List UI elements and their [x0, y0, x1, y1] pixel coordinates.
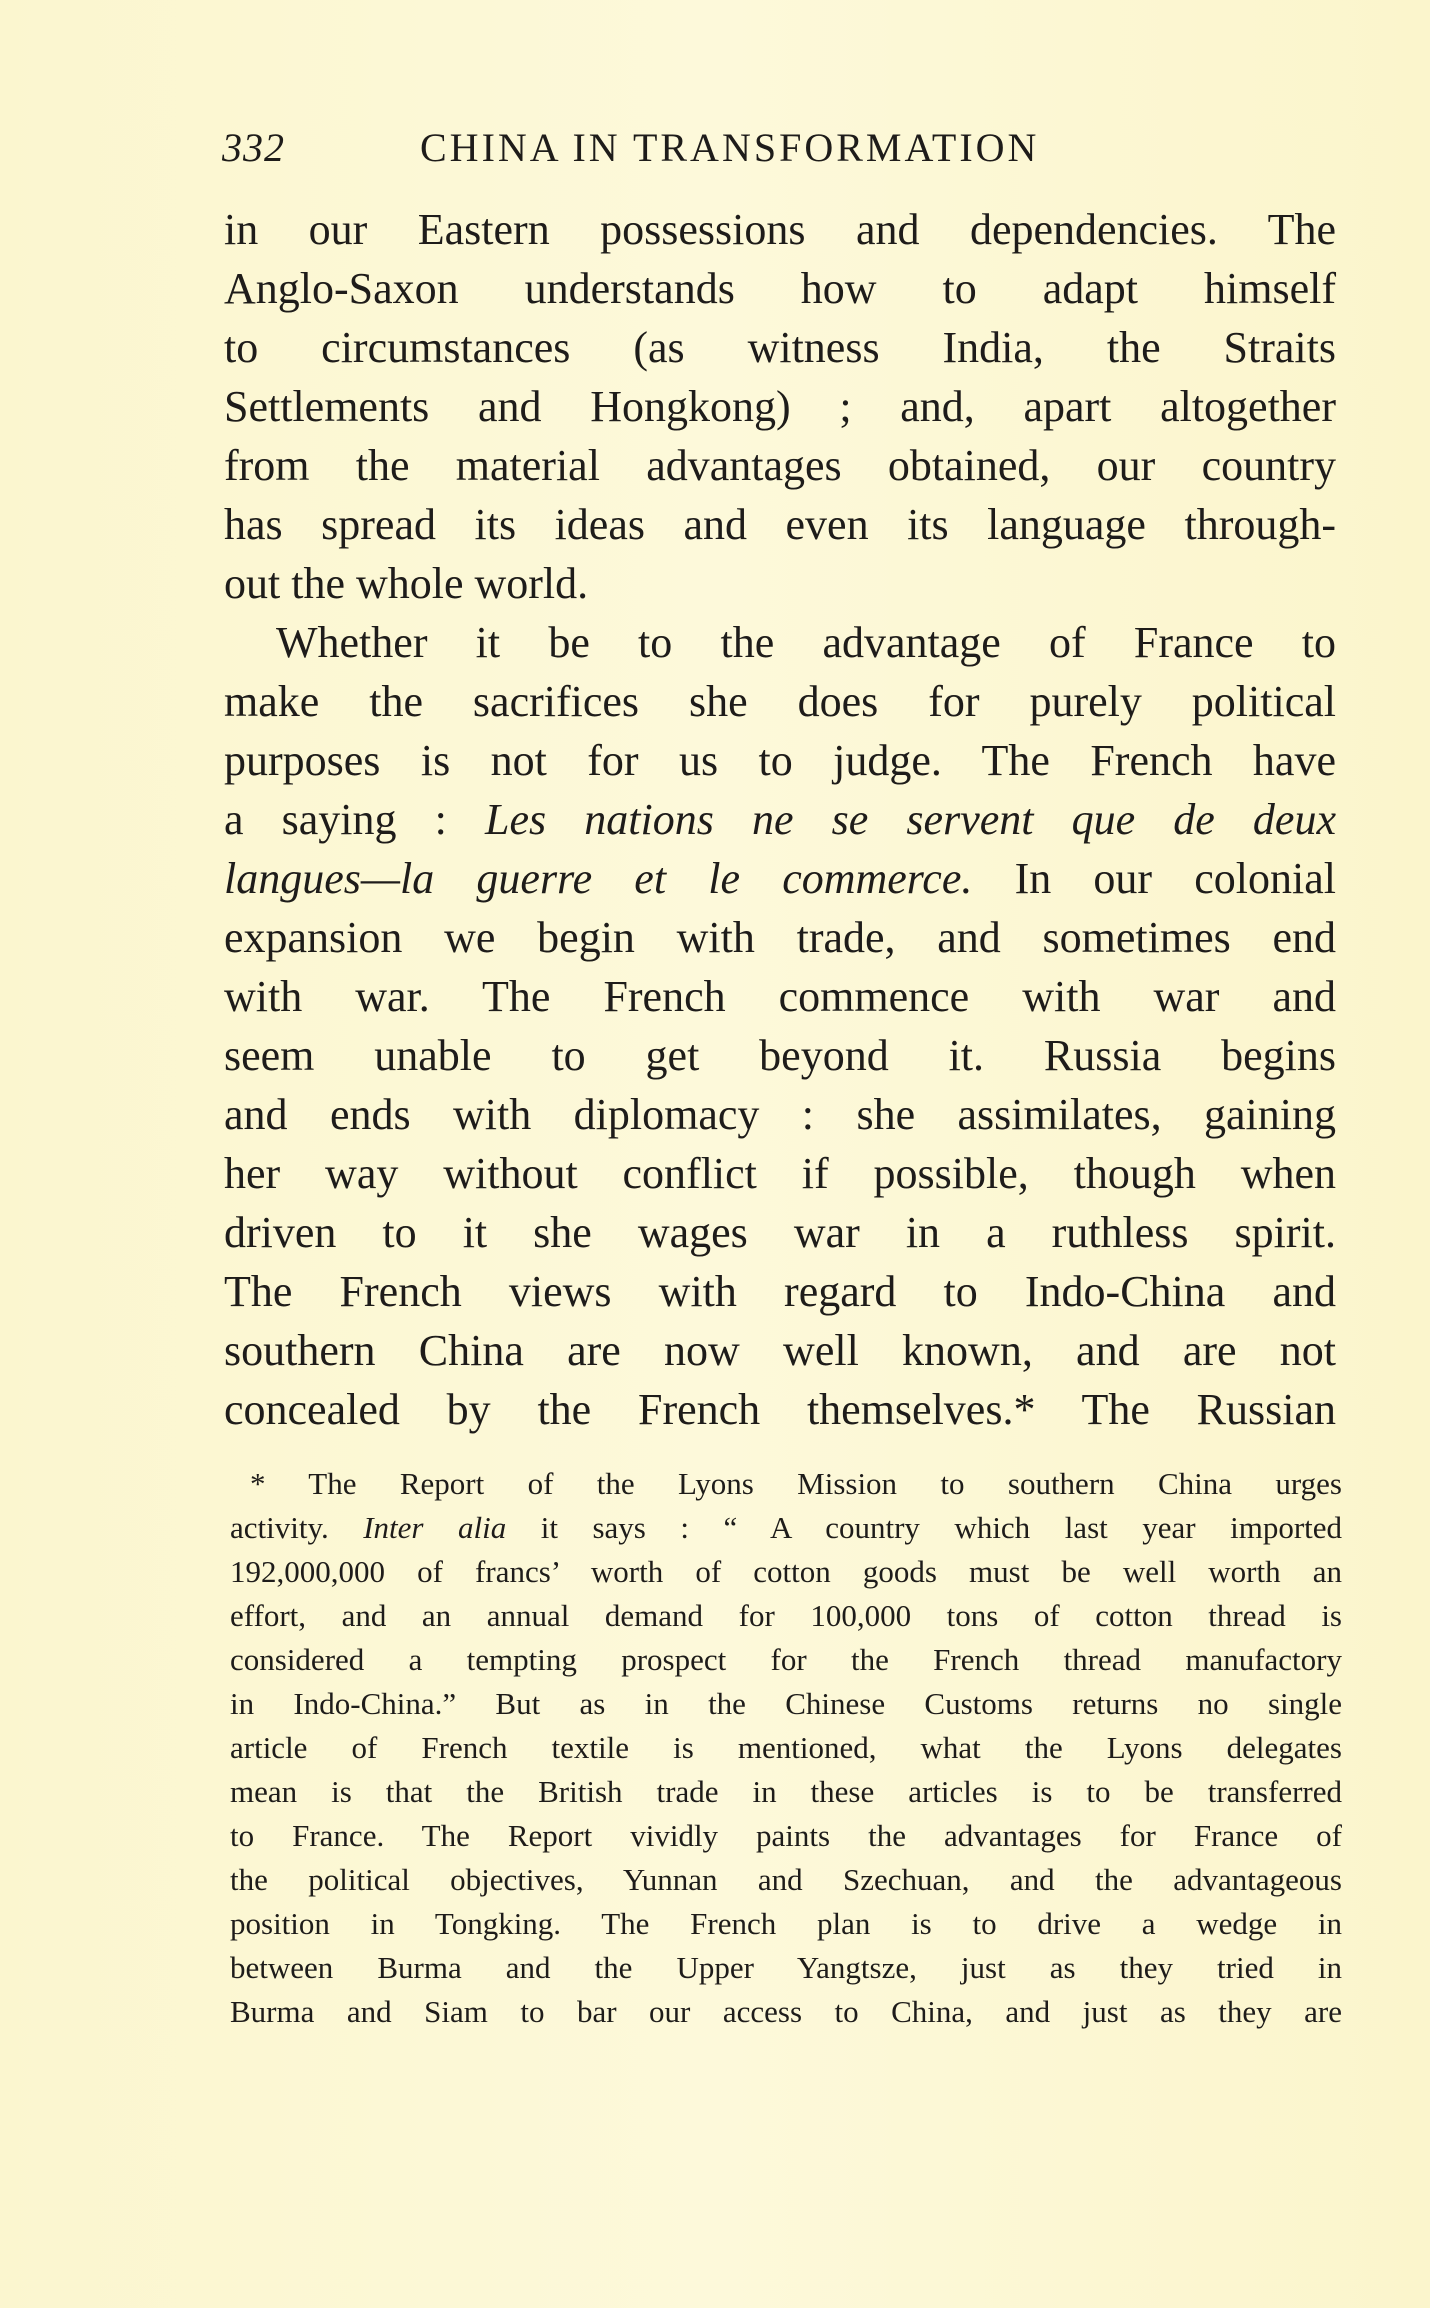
italic-phrase: Inter alia	[363, 1510, 507, 1545]
text-line: and ends with diplomacy : she assimilates, gaining	[224, 1090, 1336, 1139]
text-fragment: In our colonial	[1014, 854, 1336, 903]
footnote-line: * The Report of the Lyons Mission to southern China urges	[250, 1466, 1342, 1501]
text-line: her way without conflict if possible, though when	[224, 1149, 1336, 1198]
footnote-line: considered a tempting prospect for the French thread manufactory	[230, 1642, 1342, 1677]
footnote-line: between Burma and the Upper Yangtsze, just as they tried in	[230, 1950, 1342, 1985]
main-text	[224, 200, 1336, 1439]
footnote-line: 192,000,000 of francs’ worth of cotton goods must be well worth an	[230, 1554, 1342, 1589]
italic-quote: Les nations ne se servent que de deux	[485, 795, 1336, 844]
text-fragment: it says : “ A country which last year imported	[540, 1510, 1343, 1545]
text-line: Anglo-Saxon understands how to adapt himself	[224, 264, 1336, 313]
text-line: has spread its ideas and even its language through-	[224, 500, 1336, 549]
footnote-line: to France. The Report vividly paints the advantages for France of	[230, 1818, 1342, 1853]
footnote-line: position in Tongking. The French plan is to drive a wedge in	[230, 1906, 1342, 1941]
text-line: concealed by the French themselves.* The Russian	[224, 1385, 1336, 1434]
footnote-line: effort, and an annual demand for 100,000 tons of cotton thread is	[230, 1598, 1342, 1633]
footnote	[230, 1462, 1342, 2034]
text-line: The French views with regard to Indo-China and	[224, 1267, 1336, 1316]
text-line: driven to it she wages war in a ruthless spirit.	[224, 1208, 1336, 1257]
text-line: purposes is not for us to judge. The French have	[224, 736, 1336, 785]
page-header	[222, 124, 1342, 180]
text-line: expansion we begin with trade, and sometimes end	[224, 913, 1336, 962]
text-line-with-quote	[224, 849, 1336, 908]
footnote-line-with-italic	[230, 1506, 1342, 1550]
text-line-with-quote	[224, 790, 1336, 849]
italic-quote: langues—la guerre et le commerce.	[224, 854, 973, 903]
text-line: make the sacrifices she does for purely political	[224, 677, 1336, 726]
text-line: with war. The French commence with war and	[224, 972, 1336, 1021]
text-line: Settlements and Hongkong) ; and, apart altogether	[224, 382, 1336, 431]
text-line: southern China are now well known, and are not	[224, 1326, 1336, 1375]
footnote-line: Burma and Siam to bar our access to China, and just as they are	[230, 1994, 1342, 2029]
text-line: Whether it be to the advantage of France to	[276, 618, 1336, 667]
footnote-line: in Indo-China.” But as in the Chinese Customs returns no single	[230, 1686, 1342, 1721]
text-fragment: a saying :	[224, 795, 447, 844]
footnote-line: mean is that the British trade in these articles is to be transferred	[230, 1774, 1342, 1809]
running-title: CHINA IN TRANSFORMATION	[420, 125, 1040, 170]
page-number: 332	[222, 125, 285, 170]
text-line: in our Eastern possessions and dependencies. The	[224, 205, 1336, 254]
text-line: out the whole world.	[224, 559, 589, 608]
text-line: seem unable to get beyond it. Russia begins	[224, 1031, 1336, 1080]
text-line: to circumstances (as witness India, the Straits	[224, 323, 1336, 372]
text-line: from the material advantages obtained, our country	[224, 441, 1336, 490]
footnote-line: the political objectives, Yunnan and Szechuan, and the advantageous	[230, 1862, 1342, 1897]
text-fragment: activity.	[230, 1510, 329, 1545]
footnote-line: article of French textile is mentioned, what the Lyons delegates	[230, 1730, 1342, 1765]
